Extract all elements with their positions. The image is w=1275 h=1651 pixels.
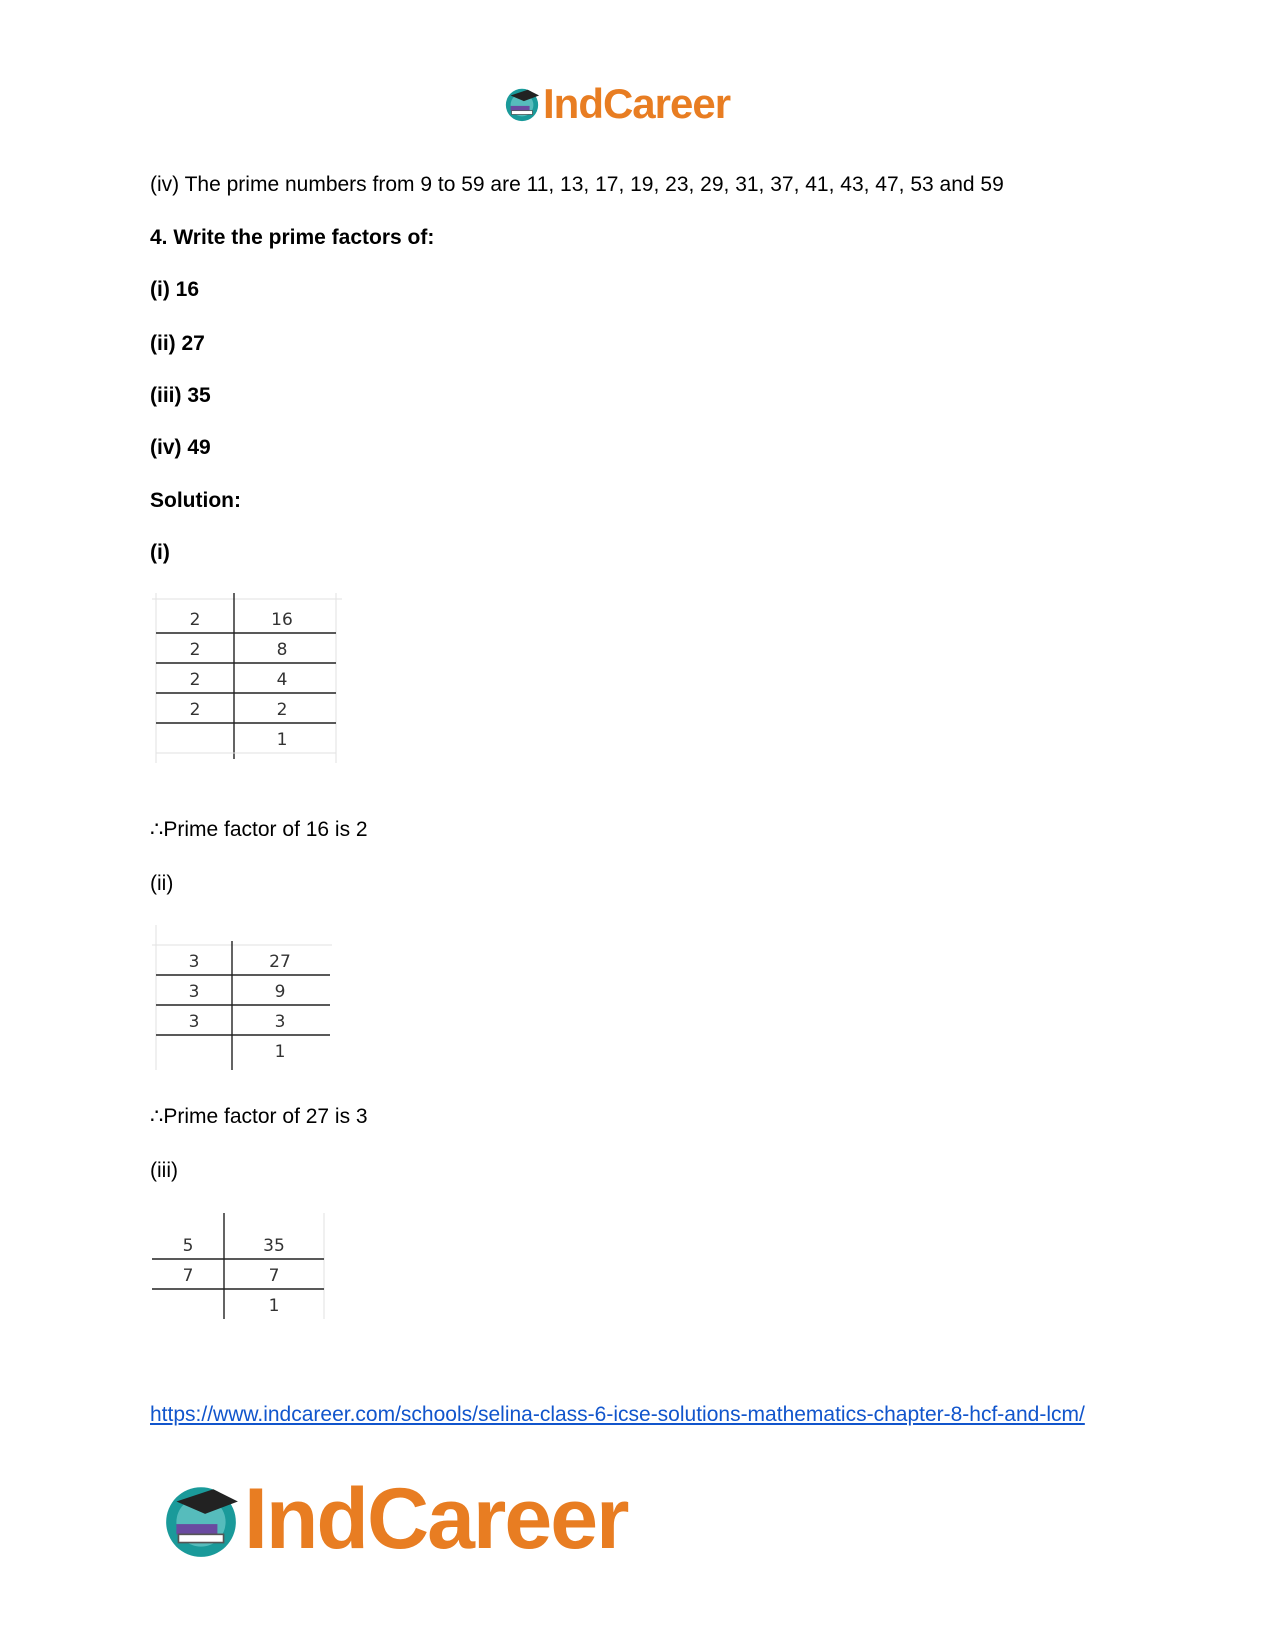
factor-table-27 [152,925,332,1075]
question-part-i: (i) 16 [150,278,200,301]
source-link[interactable]: https://www.indcareer.com/schools/selina-class-6-icse-solutions-mathematics-chapter-8-hcf-and-lcm/ [150,1403,1085,1426]
table-cell: 3 [188,982,200,1002]
question-part-ii: (ii) 27 [150,332,205,355]
table-cell: 5 [182,1236,194,1256]
table-cell: 7 [182,1266,194,1286]
table-cell: 3 [188,1012,200,1032]
part-i-conclusion: ∴Prime factor of 16 is 2 [150,818,368,841]
part-ii-conclusion: ∴Prime factor of 27 is 3 [150,1105,368,1128]
table-cell: 1 [276,730,288,750]
graduation-globe-icon [160,1479,242,1561]
table-cell: 35 [263,1236,285,1256]
factor-table-16 [152,593,342,768]
table-cell: 4 [276,670,288,690]
table-cell: 9 [274,982,286,1002]
table-cell: 2 [189,640,201,660]
table-cell: 16 [271,610,293,630]
table-cell: 2 [276,700,288,720]
table-cell: 3 [188,952,200,972]
table-cell: 27 [269,952,291,972]
question-part-iv: (iv) 49 [150,436,211,459]
part-iii-label: (iii) [150,1159,178,1182]
factor-table-35 [152,1213,328,1328]
table-cell: 1 [274,1042,286,1062]
part-ii-label: (ii) [150,872,174,895]
primes-statement: (iv) The prime numbers from 9 to 59 are 11, 13, 17, 19, 23, 29, 31, 37, 41, 43, 47, 53 and 59 [150,173,1004,196]
question-heading: 4. Write the prime factors of: [150,226,435,249]
header-logo [503,80,730,128]
table-cell: 2 [189,700,201,720]
graduation-globe-icon [503,85,541,123]
table-cell: 2 [189,670,201,690]
footer-logo [160,1470,628,1569]
table-cell: 1 [268,1296,280,1316]
table-cell: 2 [189,610,201,630]
brand-name: IndCareer [244,1471,628,1567]
solution-label: Solution: [150,489,241,512]
table-cell: 7 [268,1266,280,1286]
table-cell: 3 [274,1012,286,1032]
brand-name: IndCareer [543,80,731,127]
part-i-label: (i) [150,541,170,564]
question-part-iii: (iii) 35 [150,384,211,407]
table-cell: 8 [276,640,288,660]
